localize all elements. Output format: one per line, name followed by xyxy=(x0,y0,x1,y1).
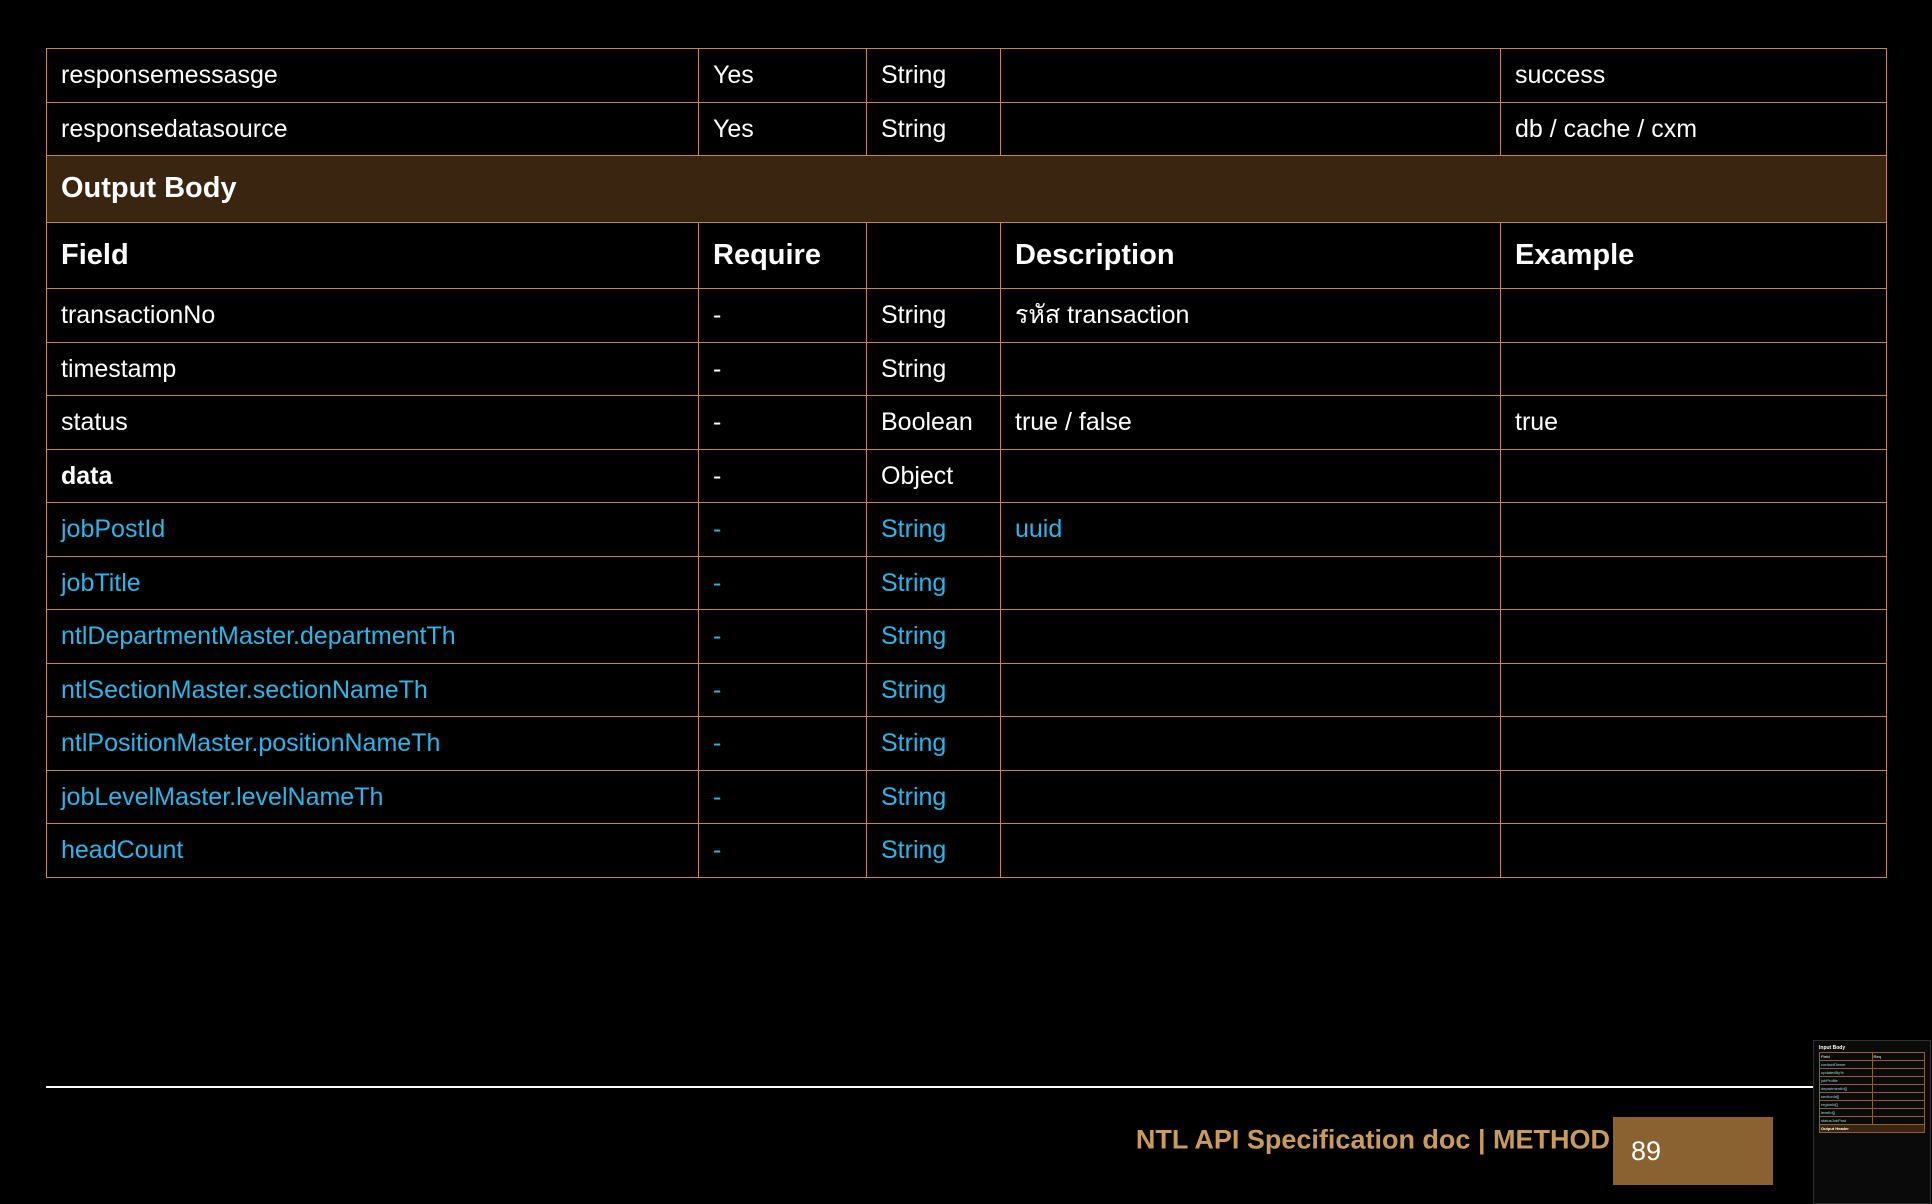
thumbnail-cell xyxy=(1872,1117,1925,1125)
cell-type: String xyxy=(867,289,1001,343)
cell-type: String xyxy=(867,49,1001,103)
slide-thumbnail[interactable] xyxy=(1813,1040,1931,1204)
table-row xyxy=(47,396,1887,450)
cell-field: jobLevelMaster.levelNameTh xyxy=(47,770,699,824)
cell-field: ntlPositionMaster.positionNameTh xyxy=(47,717,699,771)
cell-description: uuid xyxy=(1001,503,1501,557)
table-row xyxy=(47,449,1887,503)
cell-example xyxy=(1501,289,1887,343)
column-header-row xyxy=(47,222,1887,289)
table-row xyxy=(1820,1061,1925,1069)
thumbnail-cell: departmentId[] xyxy=(1820,1085,1873,1093)
cell-description xyxy=(1001,102,1501,156)
cell-type: Boolean xyxy=(867,396,1001,450)
section-header-output-body xyxy=(47,156,1887,223)
cell-description xyxy=(1001,49,1501,103)
cell-require: Yes xyxy=(699,49,867,103)
cell-type: String xyxy=(867,770,1001,824)
cell-type: String xyxy=(867,556,1001,610)
cell-require: - xyxy=(699,770,867,824)
table-row xyxy=(47,289,1887,343)
thumbnail-cell: updatedBy% xyxy=(1820,1069,1873,1077)
thumbnail-cell: jobProfile xyxy=(1820,1077,1873,1085)
table-row xyxy=(47,610,1887,664)
column-header-type xyxy=(867,222,1001,289)
cell-require: - xyxy=(699,610,867,664)
cell-require: - xyxy=(699,663,867,717)
cell-type: String xyxy=(867,102,1001,156)
cell-example xyxy=(1501,556,1887,610)
cell-example xyxy=(1501,770,1887,824)
column-header-field: Field xyxy=(47,222,699,289)
thumbnail-header-require: Req xyxy=(1872,1053,1925,1061)
cell-require: - xyxy=(699,396,867,450)
thumbnail-cell xyxy=(1872,1101,1925,1109)
thumbnail-cell: regionId[] xyxy=(1820,1101,1873,1109)
thumbnail-cell xyxy=(1872,1109,1925,1117)
cell-field: jobTitle xyxy=(47,556,699,610)
table-row xyxy=(47,342,1887,396)
column-header-description: Description xyxy=(1001,222,1501,289)
table-row xyxy=(1820,1125,1925,1133)
cell-require: - xyxy=(699,342,867,396)
thumbnail-cell xyxy=(1872,1061,1925,1069)
cell-type: Object xyxy=(867,449,1001,503)
cell-example xyxy=(1501,663,1887,717)
column-header-example: Example xyxy=(1501,222,1887,289)
cell-example: success xyxy=(1501,49,1887,103)
thumbnail-cell xyxy=(1872,1093,1925,1101)
cell-type: String xyxy=(867,610,1001,664)
footer-divider xyxy=(46,1086,1886,1088)
cell-require: - xyxy=(699,289,867,343)
cell-type: String xyxy=(867,717,1001,771)
cell-example xyxy=(1501,342,1887,396)
cell-field: ntlSectionMaster.sectionNameTh xyxy=(47,663,699,717)
thumbnail-cell: levelId[] xyxy=(1820,1109,1873,1117)
table-row xyxy=(1820,1069,1925,1077)
table-row xyxy=(1820,1101,1925,1109)
cell-field: transactionNo xyxy=(47,289,699,343)
table-row xyxy=(1820,1093,1925,1101)
cell-field: data xyxy=(47,449,699,503)
cell-require: - xyxy=(699,824,867,878)
table-row xyxy=(47,556,1887,610)
cell-require: - xyxy=(699,717,867,771)
cell-example xyxy=(1501,717,1887,771)
cell-example xyxy=(1501,610,1887,664)
table-row xyxy=(47,503,1887,557)
cell-description xyxy=(1001,556,1501,610)
cell-field: timestamp xyxy=(47,342,699,396)
cell-require: - xyxy=(699,449,867,503)
cell-description xyxy=(1001,663,1501,717)
page-number-badge: 89 xyxy=(1613,1117,1773,1185)
cell-field: responsemessasge xyxy=(47,49,699,103)
section-label: Output Body xyxy=(47,156,1887,223)
cell-require: - xyxy=(699,503,867,557)
footer-title: NTL API Specification doc | METHOD xyxy=(1135,1124,1610,1155)
thumbnail-cell xyxy=(1872,1069,1925,1077)
thumbnail-cell: statusJobPost xyxy=(1820,1117,1873,1125)
cell-type: String xyxy=(867,663,1001,717)
table-row xyxy=(47,49,1887,103)
cell-type: String xyxy=(867,824,1001,878)
cell-description xyxy=(1001,449,1501,503)
cell-description xyxy=(1001,770,1501,824)
table-row xyxy=(1820,1085,1925,1093)
cell-description xyxy=(1001,610,1501,664)
cell-field: responsedatasource xyxy=(47,102,699,156)
thumbnail-cell xyxy=(1872,1085,1925,1093)
table-row xyxy=(47,717,1887,771)
table-row xyxy=(1820,1077,1925,1085)
thumbnail-section-label: Output Header xyxy=(1820,1125,1925,1133)
cell-example xyxy=(1501,824,1887,878)
table-row xyxy=(47,824,1887,878)
cell-description xyxy=(1001,342,1501,396)
cell-description xyxy=(1001,717,1501,771)
thumbnail-table xyxy=(1819,1052,1925,1133)
cell-require: - xyxy=(699,556,867,610)
cell-example: db / cache / cxm xyxy=(1501,102,1887,156)
table-row xyxy=(47,663,1887,717)
cell-example: true xyxy=(1501,396,1887,450)
cell-description xyxy=(1001,824,1501,878)
thumbnail-cell: contactOwner xyxy=(1820,1061,1873,1069)
column-header-require: Require xyxy=(699,222,867,289)
api-spec-table xyxy=(46,48,1887,878)
cell-field: ntlDepartmentMaster.departmentTh xyxy=(47,610,699,664)
thumbnail-header-field: Field xyxy=(1820,1053,1873,1061)
cell-type: String xyxy=(867,342,1001,396)
thumbnail-cell xyxy=(1872,1077,1925,1085)
cell-field: status xyxy=(47,396,699,450)
table-row xyxy=(47,770,1887,824)
cell-example xyxy=(1501,503,1887,557)
thumbnail-cell: sectionId[] xyxy=(1820,1093,1873,1101)
thumbnail-title: Input Body xyxy=(1819,1045,1846,1051)
cell-example xyxy=(1501,449,1887,503)
table-row xyxy=(47,102,1887,156)
table-row xyxy=(1820,1117,1925,1125)
cell-field: jobPostId xyxy=(47,503,699,557)
cell-description: true / false xyxy=(1001,396,1501,450)
cell-require: Yes xyxy=(699,102,867,156)
cell-field: headCount xyxy=(47,824,699,878)
cell-description: รหัส transaction xyxy=(1001,289,1501,343)
table-row xyxy=(1820,1053,1925,1061)
table-row xyxy=(1820,1109,1925,1117)
cell-type: String xyxy=(867,503,1001,557)
